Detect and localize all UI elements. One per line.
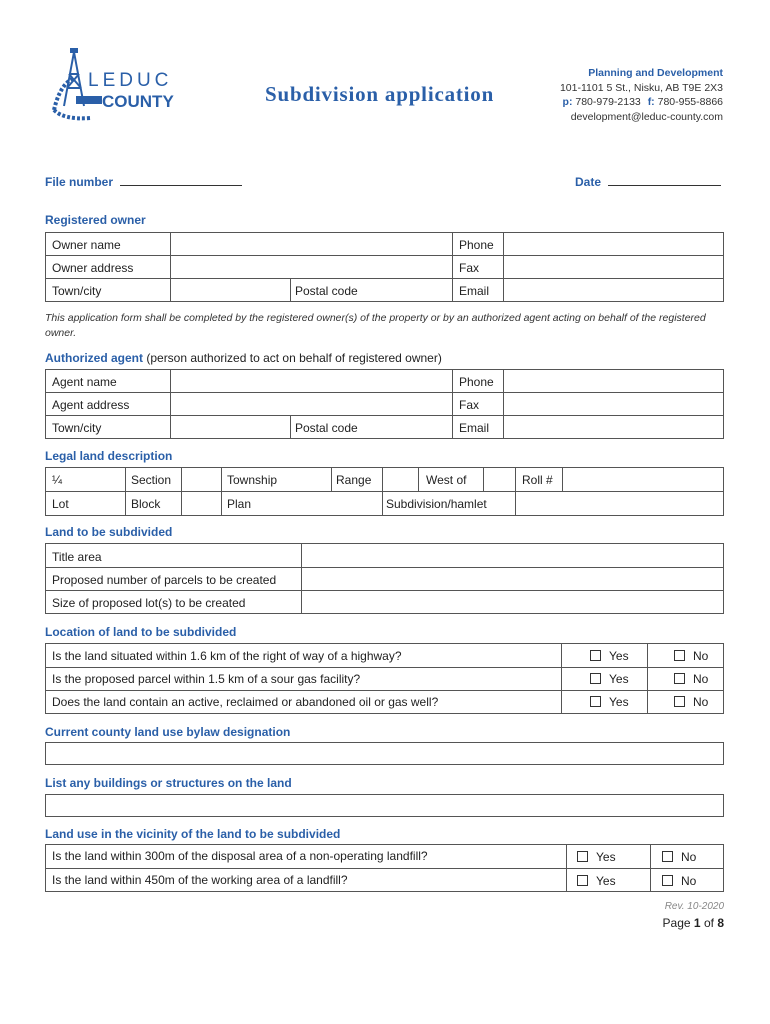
vicinity-q2: Is the land within 450m of the working area of a landfill? [52, 873, 348, 887]
checkbox-icon [674, 696, 685, 707]
location-q1-yes[interactable]: Yes [590, 649, 629, 663]
agent-name-input[interactable] [171, 370, 452, 392]
location-q2-no[interactable]: No [674, 672, 708, 686]
contact-block [560, 66, 723, 124]
agent-grid [45, 369, 724, 439]
subdivision-input[interactable] [516, 492, 723, 515]
vicinity-q2-yes[interactable]: Yes [577, 874, 616, 888]
legal-heading: Legal land description [45, 449, 173, 463]
agent-email-input[interactable] [504, 416, 723, 439]
agent-phone-input[interactable] [504, 370, 723, 392]
bylaw-heading: Current county land use bylaw designation [45, 725, 291, 739]
vicinity-q1-yes[interactable]: Yes [577, 850, 616, 864]
date-field[interactable] [575, 174, 721, 189]
lot-label: Lot [52, 497, 69, 511]
land-sub-heading: Land to be subdivided [45, 525, 173, 539]
date-label: Date [575, 175, 602, 189]
legal-grid [45, 467, 724, 516]
subdivision-label: Subdivision/hamlet [386, 497, 487, 511]
checkbox-icon [662, 875, 673, 886]
range-label: Range [336, 473, 372, 487]
section-input[interactable] [182, 468, 221, 491]
checkbox-icon [590, 673, 601, 684]
logo-text-top: LEDUC [88, 70, 173, 91]
agent-address-label: Agent address [52, 398, 130, 412]
owner-address-label: Owner address [52, 261, 134, 275]
location-q3-yes[interactable]: Yes [590, 695, 629, 709]
owner-name-label: Owner name [52, 238, 121, 252]
location-q3-no[interactable]: No [674, 695, 708, 709]
dept-phone-fax: p: 780-979-2133 f: 780-955-8866 [562, 96, 723, 108]
owner-town-input[interactable] [171, 279, 290, 302]
lot-size-label: Size of proposed lot(s) to be created [52, 596, 246, 610]
quarter-label: ¼ [52, 473, 63, 487]
checkbox-icon [577, 851, 588, 862]
agent-address-input[interactable] [171, 393, 452, 415]
checkbox-icon [674, 650, 685, 661]
owner-fax-label: Fax [459, 261, 480, 275]
checkbox-icon [590, 696, 601, 707]
logo [50, 48, 190, 126]
file-number-label: File number [45, 175, 114, 189]
west-of-label: West of [426, 473, 467, 487]
section-label: Section [131, 473, 172, 487]
lot-size-input[interactable] [302, 591, 723, 613]
roll-label: Roll # [522, 473, 553, 487]
plan-label: Plan [227, 497, 252, 511]
land-sub-grid [45, 543, 724, 614]
checkbox-icon [662, 851, 673, 862]
agent-fax-input[interactable] [504, 393, 723, 415]
vicinity-q1: Is the land within 300m of the disposal area of a non-operating landfill? [52, 849, 428, 863]
dept-address: 101-1101 5 St., Nisku, AB T9E 2X3 [559, 81, 723, 94]
vicinity-heading: Land use in the vicinity of the land to be subdivided [45, 827, 341, 841]
registered-owner-heading: Registered owner [45, 213, 146, 227]
township-label: Township [227, 473, 278, 487]
checkbox-icon [590, 650, 601, 661]
vicinity-q1-no[interactable]: No [662, 850, 696, 864]
owner-phone-label: Phone [459, 238, 494, 252]
roll-input[interactable] [563, 468, 723, 491]
owner-grid [45, 232, 724, 302]
vicinity-grid [45, 844, 724, 892]
buildings-heading: List any buildings or structures on the land [45, 776, 292, 790]
owner-email-label: Email [459, 284, 490, 298]
page-title: Subdivision application [265, 82, 495, 106]
parcels-input[interactable] [302, 568, 723, 590]
page-number: Page 1 of 8 [662, 916, 724, 930]
owner-email-input[interactable] [504, 279, 723, 302]
logo-text-bottom: COUNTY [102, 92, 174, 111]
agent-email-label: Email [459, 421, 490, 435]
dept-email: development@leduc-county.com [570, 110, 723, 123]
location-heading: Location of land to be subdivided [45, 625, 237, 639]
block-label: Block [131, 497, 161, 511]
buildings-input[interactable] [45, 794, 724, 817]
owner-address-input[interactable] [171, 256, 452, 278]
location-q1-no[interactable]: No [674, 649, 708, 663]
location-q3: Does the land contain an active, reclaimed or abandoned oil or gas well? [52, 695, 439, 709]
parcels-label: Proposed number of parcels to be created [52, 573, 277, 587]
west-of-input[interactable] [484, 468, 515, 491]
agent-name-label: Agent name [52, 375, 117, 389]
location-grid [45, 643, 724, 714]
location-q2-yes[interactable]: Yes [590, 672, 629, 686]
file-number-field[interactable] [45, 174, 242, 189]
title-area-label: Title area [52, 550, 102, 564]
agent-fax-label: Fax [459, 398, 480, 412]
owner-postal-label: Postal code [295, 284, 358, 298]
owner-town-label: Town/city [52, 284, 102, 298]
checkbox-icon [674, 673, 685, 684]
vicinity-q2-no[interactable]: No [662, 874, 696, 888]
range-input[interactable] [332, 468, 382, 491]
agent-town-label: Town/city [52, 421, 102, 435]
owner-name-input[interactable] [171, 233, 452, 255]
owner-fax-input[interactable] [504, 256, 723, 278]
location-q2: Is the proposed parcel within 1.5 km of a sour gas facility? [52, 672, 361, 686]
location-q1: Is the land situated within 1.6 km of the right of way of a highway? [52, 649, 402, 663]
owner-note: This application form shall be completed by the registered owner(s) of the property or by an authorized agent acting on behalf of the registered owner. [45, 312, 706, 339]
agent-town-input[interactable] [171, 416, 290, 439]
title-area-input[interactable] [302, 544, 723, 567]
revision-label: Rev. 10-2020 [664, 901, 724, 912]
owner-phone-input[interactable] [504, 233, 723, 255]
agent-postal-label: Postal code [295, 421, 358, 435]
dept-name: Planning and Development [588, 67, 723, 79]
agent-phone-label: Phone [459, 375, 494, 389]
agent-heading: Authorized agent (person authorized to act on behalf of registered owner) [45, 351, 442, 365]
bylaw-input[interactable] [45, 742, 724, 765]
checkbox-icon [577, 875, 588, 886]
